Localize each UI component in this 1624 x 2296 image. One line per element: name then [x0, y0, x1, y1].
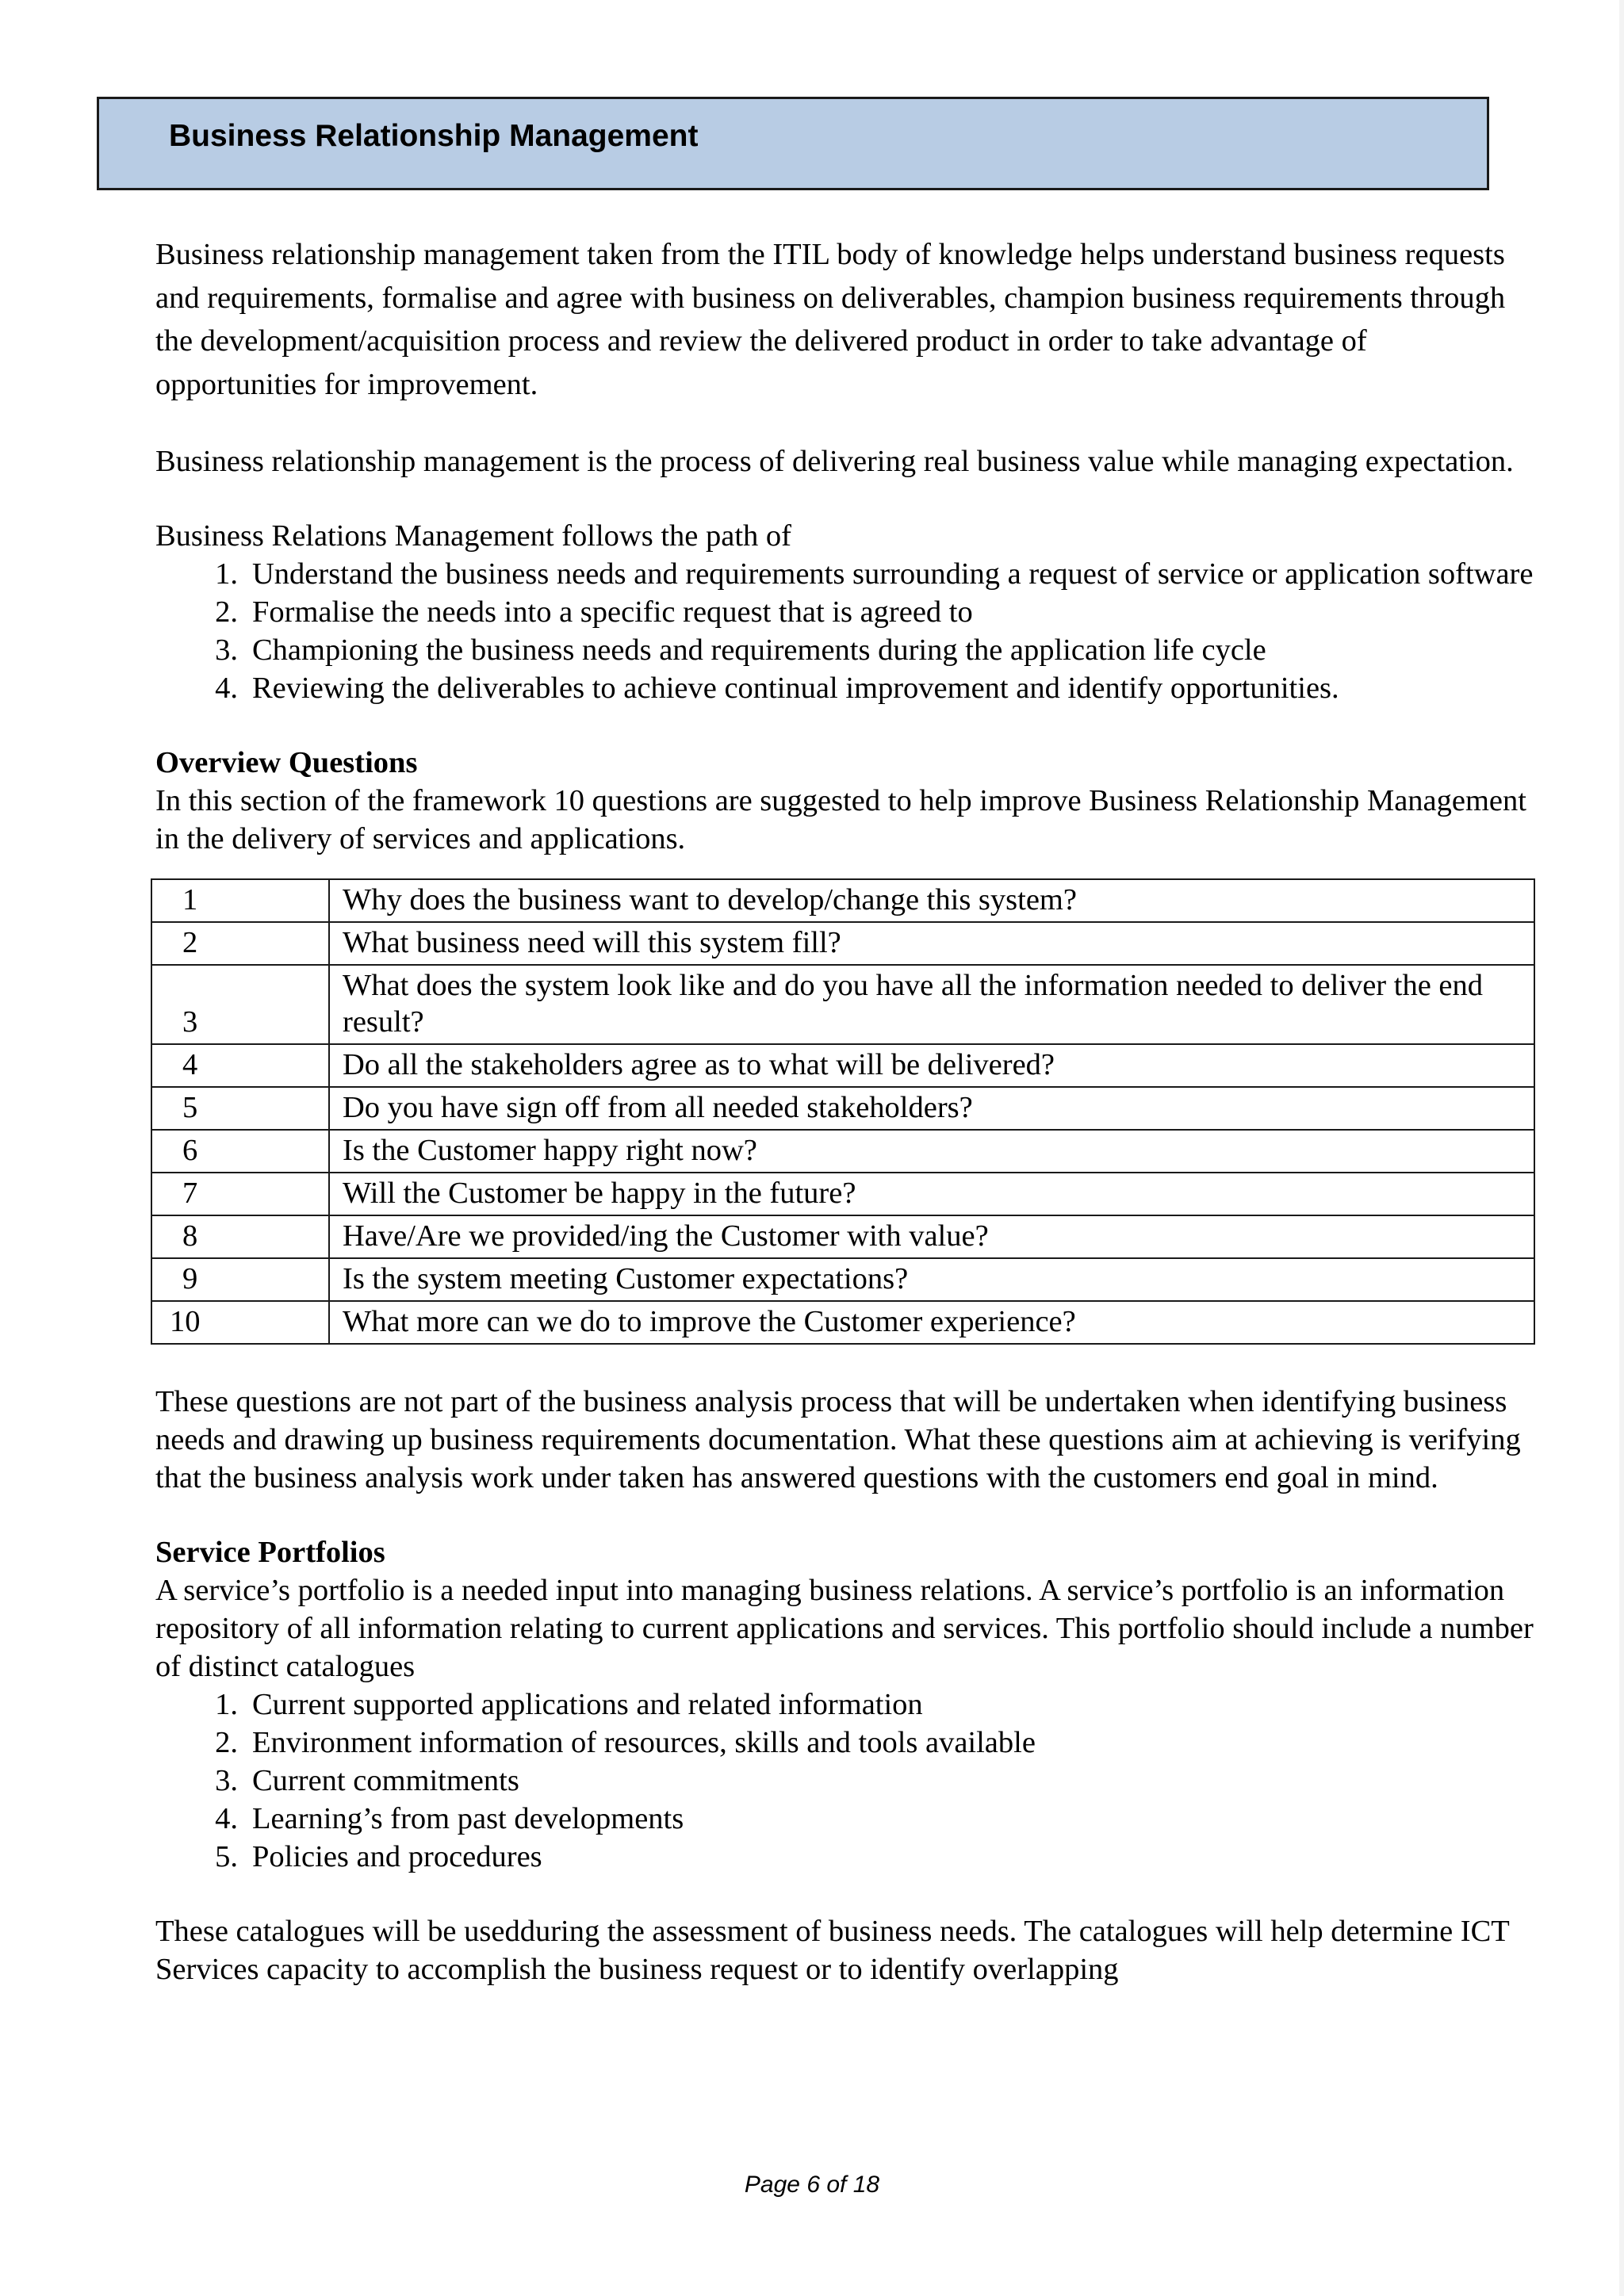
list-item-text: Formalise the needs into a specific request that is agreed to — [252, 595, 973, 629]
list-item-text: Policies and procedures — [252, 1840, 542, 1873]
question-text: Will the Customer be happy in the future? — [329, 1173, 1534, 1215]
list-item — [155, 1800, 1535, 1838]
list-item-number: 3. — [215, 633, 238, 667]
list-item-number: 2. — [215, 1726, 238, 1759]
list-item-text: Learning’s from past developments — [252, 1802, 684, 1835]
list-item — [155, 1686, 1535, 1724]
table-row — [151, 1258, 1534, 1301]
path-steps-list — [155, 555, 1535, 707]
list-item-number: 3. — [215, 1764, 238, 1797]
overview-questions-table — [151, 878, 1535, 1345]
question-text: What does the system look like and do you have all the information needed to deliver the end result? — [329, 965, 1534, 1044]
list-item — [155, 593, 1535, 631]
table-row — [151, 965, 1534, 1044]
page-number: Page 6 of 18 — [744, 2172, 880, 2198]
overview-intro: In this section of the framework 10 questions are suggested to help improve Business Relationship Management in the delivery of services and applications. — [155, 784, 1526, 855]
list-item-text: Understand the business needs and requirements surrounding a request of service or application software — [252, 557, 1534, 591]
list-item-number: 1. — [215, 1688, 238, 1721]
list-item — [155, 555, 1535, 593]
table-row — [151, 1215, 1534, 1258]
table-row — [151, 1173, 1534, 1215]
table-row — [151, 1301, 1534, 1344]
portfolios-intro: A service’s portfolio is a needed input into managing business relations. A service’s portfolio is an information repository of all information relating to current applications and services. This portfolio should include a number of distinct catalogues — [155, 1574, 1534, 1683]
table-row — [151, 879, 1534, 922]
question-number: 8 — [151, 1215, 329, 1258]
question-number: 2 — [151, 922, 329, 965]
list-item — [155, 1762, 1535, 1800]
path-lead: Business Relations Management follows the path of — [155, 519, 791, 553]
page-edge — [1619, 0, 1624, 2296]
table-row — [151, 1087, 1534, 1130]
list-item — [155, 669, 1535, 707]
catalogues-list — [155, 1686, 1535, 1876]
table-row — [151, 1044, 1534, 1087]
overview-heading: Overview Questions — [155, 746, 418, 779]
list-item-text: Championing the business needs and requirements during the application life cycle — [252, 633, 1266, 667]
list-item-number: 5. — [215, 1840, 238, 1873]
list-item-number: 4. — [215, 1802, 238, 1835]
question-number: 6 — [151, 1130, 329, 1173]
question-text: Have/Are we provided/ing the Customer with value? — [329, 1215, 1534, 1258]
question-number: 4 — [151, 1044, 329, 1087]
portfolios-heading: Service Portfolios — [155, 1536, 385, 1569]
question-number: 9 — [151, 1258, 329, 1301]
question-text: What business need will this system fill? — [329, 922, 1534, 965]
question-text: Do you have sign off from all needed stakeholders? — [329, 1087, 1534, 1130]
list-item-text: Reviewing the deliverables to achieve continual improvement and identify opportunities. — [252, 672, 1339, 705]
section-header-box — [97, 97, 1489, 190]
question-text: Is the Customer happy right now? — [329, 1130, 1534, 1173]
question-number: 3 — [151, 965, 329, 1044]
question-number: 5 — [151, 1087, 329, 1130]
list-item — [155, 631, 1535, 669]
list-item-number: 2. — [215, 595, 238, 629]
list-item — [155, 1838, 1535, 1876]
table-row — [151, 1130, 1534, 1173]
question-number: 10 — [151, 1301, 329, 1344]
question-number: 7 — [151, 1173, 329, 1215]
question-text: What more can we do to improve the Customer experience? — [329, 1301, 1534, 1344]
portfolios-closing: These catalogues will be usedduring the assessment of business needs. The catalogues will help determine ICT Services capacity to accomplish the business request or to identify overlapping — [155, 1915, 1510, 1986]
list-item-number: 4. — [215, 672, 238, 705]
question-text: Is the system meeting Customer expectations? — [329, 1258, 1534, 1301]
document-body — [155, 233, 1535, 1988]
list-item — [155, 1724, 1535, 1762]
section-title: Business Relationship Management — [169, 119, 699, 153]
after-table-paragraph: These questions are not part of the business analysis process that will be undertaken when identifying business needs and drawing up business requirements documentation. What these questions aim at achieving is verifying that the business analysis work under taken has answered questions with the customers end goal in mind. — [155, 1385, 1521, 1494]
list-item-text: Environment information of resources, skills and tools available — [252, 1726, 1036, 1759]
table-row — [151, 922, 1534, 965]
intro-paragraph-1: Business relationship management taken from the ITIL body of knowledge helps understand business requests and requirements, formalise and agree with business on deliverables, champion business requirements through the development/acquisition process and review the delivered product in order to take advantage of opportunities for improvement. — [155, 238, 1506, 401]
list-item-text: Current commitments — [252, 1764, 519, 1797]
question-text: Why does the business want to develop/change this system? — [329, 879, 1534, 922]
intro-paragraph-2: Business relationship management is the process of delivering real business value while managing expectation. — [155, 445, 1514, 478]
question-text: Do all the stakeholders agree as to what will be delivered? — [329, 1044, 1534, 1087]
question-number: 1 — [151, 879, 329, 922]
list-item-text: Current supported applications and related information — [252, 1688, 923, 1721]
list-item-number: 1. — [215, 557, 238, 591]
